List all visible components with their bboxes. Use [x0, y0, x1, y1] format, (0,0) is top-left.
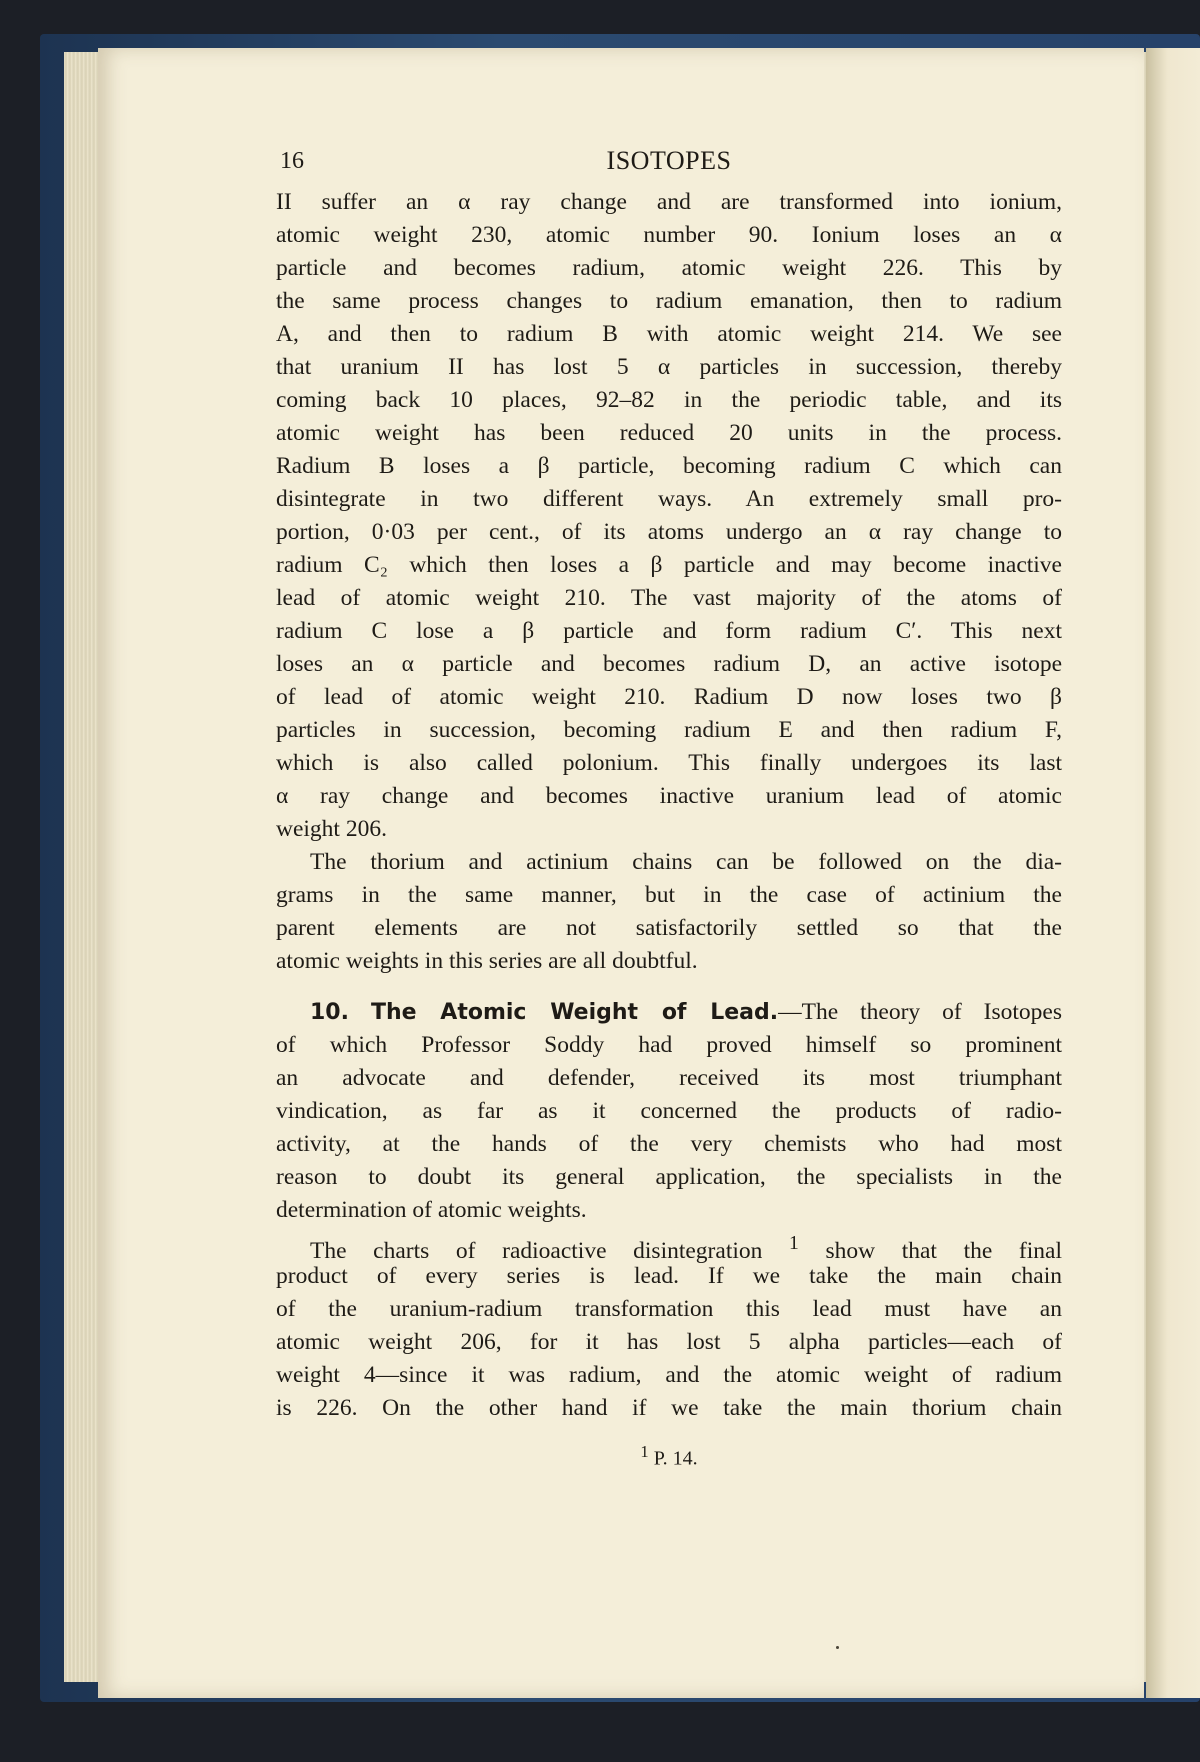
text-line: product of every series is lead. If we take the main chain [276, 1263, 1062, 1289]
text-line: atomic weights in this series are all doubtful. [276, 948, 698, 974]
footnote-reference: 1 [789, 1233, 799, 1254]
text-line: of the uranium-radium transformation this lead must have an [276, 1296, 1062, 1322]
running-head [276, 138, 1062, 186]
text-line: coming back 10 places, 92–82 in the periodic table, and its [276, 387, 1062, 413]
text-line: activity, at the hands of the very chemists who had most [276, 1131, 1062, 1157]
text-line: grams in the same manner, but in the case of actinium the [276, 882, 1062, 908]
text-line: parent elements are not satisfactorily settled so that the [276, 915, 1062, 941]
text-line: atomic weight has been reduced 20 units in the process. [276, 420, 1062, 446]
text-line: weight 206. [276, 816, 387, 842]
text-line: loses an α particle and becomes radium D, an active isotope [276, 651, 1062, 677]
text-line: of lead of atomic weight 210. Radium D now loses two β [276, 684, 1062, 710]
text-line: The thorium and actinium chains can be followed on the dia- [310, 849, 1062, 875]
text-line: α ray change and becomes inactive uranium lead of atomic [276, 783, 1062, 809]
text-line: reason to doubt its general application, the specialists in the [276, 1164, 1062, 1190]
section-title: The Atomic Weight of Lead. [370, 1000, 779, 1025]
text-line: disintegrate in two different ways. An extremely small pro- [276, 486, 1062, 512]
text-line: that uranium II has lost 5 α particles in succession, thereby [276, 354, 1062, 380]
text-line: portion, 0·03 per cent., of its atoms undergo an α ray change to [276, 519, 1062, 545]
text-line: particle and becomes radium, atomic weight 226. This by [276, 255, 1062, 281]
section-number: 10. [310, 1000, 349, 1025]
text-line: radium C₂ which then loses a β particle and may become inactive [276, 552, 1062, 578]
text-line: weight 4—since it was radium, and the atomic weight of radium [276, 1362, 1062, 1388]
footnote-text: P. 14. [648, 1447, 698, 1470]
text-line: is 226. On the other hand if we take the main thorium chain [276, 1395, 1062, 1421]
text-line: II suffer an α ray change and are transformed into ionium, [276, 189, 1062, 215]
running-title: ISOTOPES [606, 146, 732, 175]
text-line: of which Professor Soddy had proved himself so prominent [276, 1032, 1062, 1058]
text-line: determination of atomic weights. [276, 1197, 587, 1223]
text-line: lead of atomic weight 210. The vast majority of the atoms of [276, 585, 1062, 611]
text-line: radium C lose a β particle and form radium C′. This next [276, 618, 1062, 644]
text-line: particles in succession, becoming radium E and then radium F, [276, 717, 1062, 743]
page-text [276, 138, 1062, 1470]
page-speck [836, 1646, 839, 1649]
text-line: which is also called polonium. This finally undergoes its last [276, 750, 1062, 776]
text-line: atomic weight 206, for it has lost 5 alpha particles—each of [276, 1329, 1062, 1355]
next-page-edge [1146, 48, 1200, 1698]
text-line: the same process changes to radium emanation, then to radium [276, 288, 1062, 314]
text-line: atomic weight 230, atomic number 90. Ionium loses an α [276, 222, 1062, 248]
text-line: The charts of radioactive disintegration $^1$ show that the final [310, 1233, 1062, 1264]
page-number: 16 [280, 148, 304, 174]
text-line: Radium B loses a β particle, becoming radium C which can [276, 453, 1062, 479]
section-first-line: —The theory of Isotopes [778, 999, 1062, 1025]
section-heading-line [276, 996, 1062, 1029]
text-line: A, and then to radium B with atomic weight 214. We see [276, 321, 1062, 347]
footnote [276, 1437, 1062, 1470]
footnote-marker: 1 [640, 1442, 649, 1461]
text-line: vindication, as far as it concerned the products of radio- [276, 1098, 1062, 1124]
text-line: an advocate and defender, received its most triumphant [276, 1065, 1062, 1091]
